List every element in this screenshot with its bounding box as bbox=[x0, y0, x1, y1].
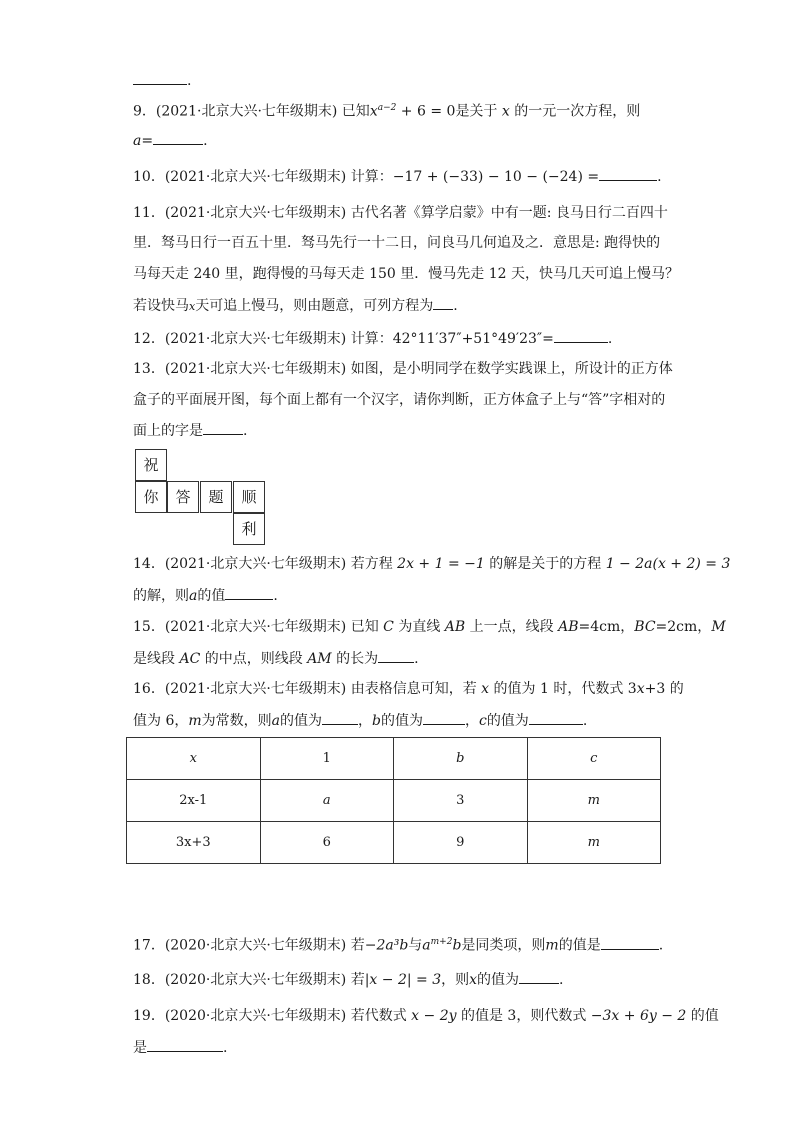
table-cell: 2x-1 bbox=[127, 780, 261, 822]
table-cell: 1 bbox=[260, 738, 394, 780]
table-cell: m bbox=[527, 780, 661, 822]
answer-blank[interactable] bbox=[147, 1037, 223, 1052]
answer-blank[interactable] bbox=[378, 648, 414, 663]
question-9-line2: a= . bbox=[133, 130, 208, 151]
question-19-line2: 是 . bbox=[133, 1037, 227, 1058]
table-cell: a bbox=[260, 780, 394, 822]
question-9: 9．(2021·北京大兴·七年级期末) 已知$x^{a-2} + 6 = 0$是关于 x 的一元一次方程，则 bbox=[133, 103, 641, 120]
table-row bbox=[127, 780, 661, 822]
question-13: 13．(2021·北京大兴·七年级期末) 如图，是小明同学在数学实践课上，所设计的正方体 bbox=[133, 361, 673, 377]
table-cell: b bbox=[394, 738, 528, 780]
question-13-line3: 面上的字是 . bbox=[133, 420, 247, 441]
answer-blank[interactable] bbox=[153, 130, 203, 145]
question-19: 19．(2020·北京大兴·七年级期末) 若代数式 x − 2y 的值是 3，则代数式 −3x + 6y − 2 的值 bbox=[133, 1008, 719, 1024]
question-11-line4: 若设快马x天可追上慢马，则由题意，可列方程为 . bbox=[133, 295, 458, 317]
table-cell: m bbox=[527, 822, 661, 864]
question-16-line2: 值为 6，m为常数，则a的值为 ，b的值为 ，c的值为 . bbox=[133, 710, 587, 731]
table-row bbox=[127, 822, 661, 864]
question-11-line2: 里．驽马日行一百五十里．驽马先行一十二日，问良马几何追及之．意思是: 跑得快的 bbox=[133, 235, 661, 251]
answer-blank[interactable] bbox=[322, 710, 358, 725]
net-face-li: 利 bbox=[233, 513, 265, 545]
answer-blank[interactable] bbox=[601, 935, 659, 950]
question-14-line2: 的解，则a的值 . bbox=[133, 585, 278, 606]
answer-blank[interactable] bbox=[519, 969, 559, 984]
question-11: 11．(2021·北京大兴·七年级期末) 古代名著《算学启蒙》中有一题: 良马日行二百四十 bbox=[133, 205, 668, 221]
question-10: 10．(2021·北京大兴·七年级期末) 计算：−17 + (−33) − 10 − (−24) = . bbox=[133, 166, 662, 187]
question-12: 12．(2021·北京大兴·七年级期末) 计算：42°11′37″+51°49′23″= . bbox=[133, 328, 612, 349]
question-11-line3: 马每天走 240 里，跑得慢的马每天走 150 里．慢马先走 12 天，快马几天可追上慢马？ bbox=[133, 266, 679, 282]
answer-blank[interactable] bbox=[423, 710, 465, 725]
question-18: 18．(2020·北京大兴·七年级期末) 若|x − 2| = 3，则x的值为 . bbox=[133, 969, 563, 990]
table-cell: c bbox=[527, 738, 661, 780]
answer-blank[interactable] bbox=[529, 710, 583, 725]
question-8-tail: . bbox=[133, 70, 191, 91]
answer-blank[interactable] bbox=[599, 166, 657, 181]
question-16: 16．(2021·北京大兴·七年级期末) 由表格信息可知，若 x 的值为 1 时，代数式 3x+3 的 bbox=[133, 681, 684, 697]
table-cell: 9 bbox=[394, 822, 528, 864]
question-14: 14．(2021·北京大兴·七年级期末) 若方程 2x + 1 = −1 的解是关于的方程 1 − 2a(x + 2) = 3 bbox=[133, 556, 731, 572]
table-cell: 3 bbox=[394, 780, 528, 822]
value-table bbox=[126, 737, 661, 864]
table-cell: x bbox=[127, 738, 261, 780]
answer-blank[interactable] bbox=[433, 295, 453, 310]
question-13-line2: 盒子的平面展开图，每个面上都有一个汉字，请你判断，正方体盒子上与“答”字相对的 bbox=[133, 392, 666, 408]
answer-blank[interactable] bbox=[554, 328, 608, 343]
question-17: 17．(2020·北京大兴·七年级期末) 若−2a³b与$a^{m+2}b$是同类项，则m的值是 . bbox=[133, 932, 663, 956]
net-face-ti: 题 bbox=[200, 481, 232, 513]
table-cell: 3x+3 bbox=[127, 822, 261, 864]
table-cell: 6 bbox=[260, 822, 394, 864]
question-15: 15．(2021·北京大兴·七年级期末) 已知 C 为直线 AB 上一点，线段 AB=4cm，BC=2cm，M bbox=[133, 619, 726, 635]
table-row bbox=[127, 738, 661, 780]
question-15-line2: 是线段 AC 的中点，则线段 AM 的长为 . bbox=[133, 648, 419, 669]
answer-blank[interactable] bbox=[133, 70, 187, 85]
net-face-zhu: 祝 bbox=[135, 449, 167, 481]
answer-blank[interactable] bbox=[203, 420, 243, 435]
answer-blank[interactable] bbox=[225, 585, 273, 600]
net-face-shun: 顺 bbox=[233, 481, 265, 513]
net-face-da: 答 bbox=[167, 481, 199, 513]
net-face-ni: 你 bbox=[135, 481, 167, 513]
